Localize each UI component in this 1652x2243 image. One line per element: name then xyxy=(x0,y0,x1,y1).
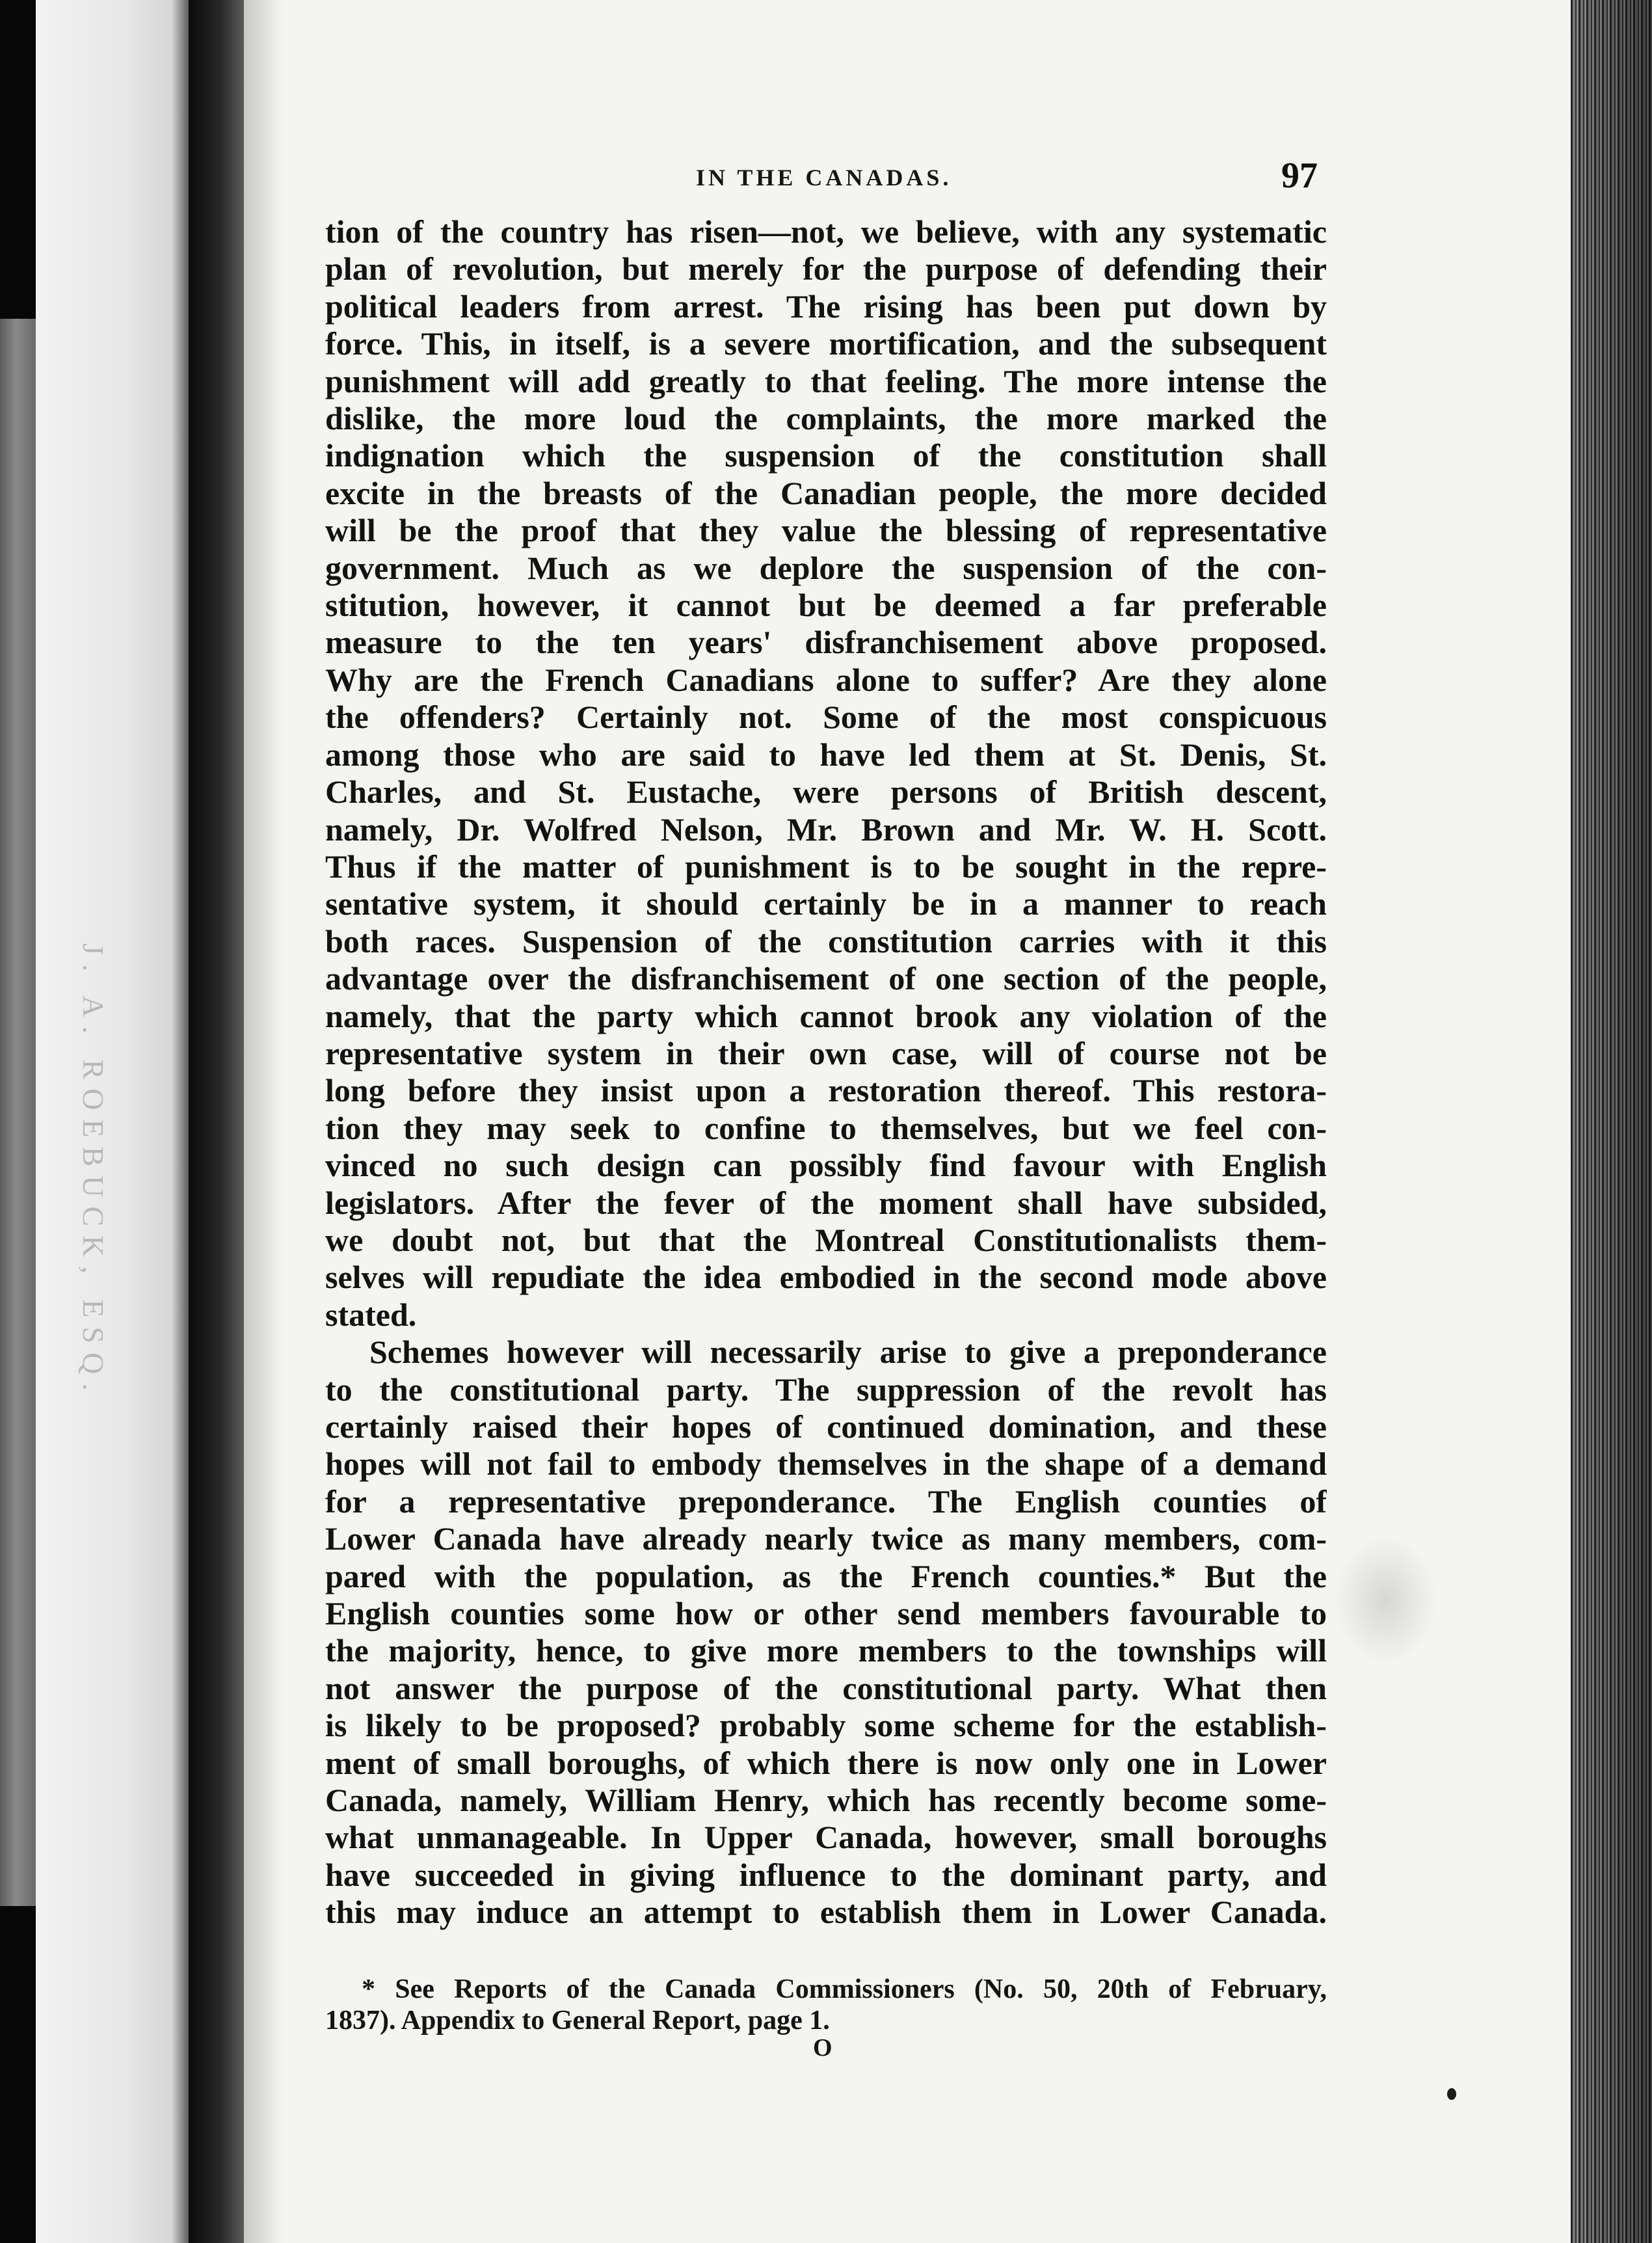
text-line: this may induce an attempt to establish them in Lower Canada. xyxy=(325,1894,1327,1931)
text-line: long before they insist upon a restoration thereof. This restora- xyxy=(325,1072,1327,1109)
text-line: ment of small boroughs, of which there is now only one in Lower xyxy=(325,1744,1327,1781)
text-line: tion they may seek to confine to themselves, but we feel con- xyxy=(325,1109,1327,1146)
text-line: will be the proof that they value the blessing of representative xyxy=(325,512,1327,549)
margin-stamp: J. A. ROEBUCK, ESQ. xyxy=(77,943,110,1400)
facing-page-strip xyxy=(0,319,36,1906)
text-line: namely, that the party which cannot brook any violation of the xyxy=(325,997,1327,1034)
text-line: sentative system, it should certainly be in a manner to reach xyxy=(325,885,1327,922)
text-line: dislike, the more loud the complaints, the more marked the xyxy=(325,400,1327,437)
text-line: political leaders from arrest. The rising has been put down by xyxy=(325,288,1327,325)
text-line: Charles, and St. Eustache, were persons of British descent, xyxy=(325,773,1327,811)
text-line: measure to the ten years' disfranchisement above proposed. xyxy=(325,624,1327,661)
text-line: representative system in their own case, will of course not be xyxy=(325,1034,1327,1071)
facing-page-edge xyxy=(36,0,189,2243)
text-line: excite in the breasts of the Canadian people, the more decided xyxy=(325,474,1327,511)
page-smudge xyxy=(1333,1535,1437,1665)
running-head: IN THE CANADAS. xyxy=(696,165,952,191)
body-text xyxy=(325,213,1327,1931)
text-line: for a representative preponderance. The English counties of xyxy=(325,1483,1327,1520)
text-line: certainly raised their hopes of continued domination, and these xyxy=(325,1408,1327,1445)
text-line: tion of the country has risen—not, we believe, with any systematic xyxy=(325,213,1327,250)
text-line: advantage over the disfranchisement of one section of the people, xyxy=(325,960,1327,997)
text-line: force. This, in itself, is a severe mortification, and the subsequent xyxy=(325,325,1327,362)
text-line: stitution, however, it cannot but be deemed a far preferable xyxy=(325,587,1327,624)
text-line: pared with the population, as the French counties.* But the xyxy=(325,1557,1327,1594)
text-line: stated. xyxy=(325,1296,417,1333)
text-line: English counties some how or other send members favourable to xyxy=(325,1595,1327,1632)
text-line: to the constitutional party. The suppression of the revolt has xyxy=(325,1371,1327,1408)
text-line: is likely to be proposed? probably some scheme for the establish- xyxy=(325,1707,1327,1744)
footnote-line: 1837). Appendix to General Report, page 1. xyxy=(325,2006,830,2035)
footnote-line: * See Reports of the Canada Commissioners (No. 50, 20th of February, xyxy=(362,1974,1327,2004)
text-line: Canada, namely, William Henry, which has recently become some- xyxy=(325,1782,1327,1819)
text-line: we doubt not, but that the Montreal Constitutionalists them- xyxy=(325,1221,1327,1258)
text-line: plan of revolution, but merely for the purpose of defending their xyxy=(325,250,1327,288)
ink-speck xyxy=(1447,2088,1456,2100)
text-line: the majority, hence, to give more members to the townships will xyxy=(325,1632,1327,1669)
text-line: indignation which the suspension of the constitution shall xyxy=(325,437,1327,474)
text-line: government. Much as we deplore the suspension of the con- xyxy=(325,549,1327,586)
text-line: hopes will not fail to embody themselves in the shape of a demand xyxy=(325,1445,1327,1483)
text-line: namely, Dr. Wolfred Nelson, Mr. Brown and Mr. W. H. Scott. xyxy=(325,811,1327,848)
text-line: vinced no such design can possibly find favour with English xyxy=(325,1147,1327,1184)
text-line: legislators. After the fever of the moment shall have subsided, xyxy=(325,1184,1327,1221)
signature-mark: O xyxy=(813,2034,833,2062)
text-line: Thus if the matter of punishment is to be sought in the repre- xyxy=(325,848,1327,885)
text-line: have succeeded in giving influence to the dominant party, and xyxy=(325,1856,1327,1893)
text-line: both races. Suspension of the constitution carries with it this xyxy=(325,922,1327,960)
text-line: Why are the French Canadians alone to suffer? Are they alone xyxy=(325,661,1327,698)
footnote xyxy=(325,1974,1327,2036)
text-line: Lower Canada have already nearly twice as many members, com- xyxy=(325,1520,1327,1557)
text-line: among those who are said to have led them at St. Denis, St. xyxy=(325,736,1327,773)
text-line: what unmanageable. In Upper Canada, however, small boroughs xyxy=(325,1819,1327,1856)
text-line: punishment will add greatly to that feeling. The more intense the xyxy=(325,362,1327,399)
text-line: the offenders? Certainly not. Some of the most conspicuous xyxy=(325,699,1327,736)
text-line: not answer the purpose of the constitutional party. What then xyxy=(325,1669,1327,1706)
spine-shadow xyxy=(189,0,244,2243)
text-line: selves will repudiate the idea embodied in the second mode above xyxy=(325,1259,1327,1296)
page-number: 97 xyxy=(1281,155,1318,196)
fore-edge-pages xyxy=(1571,0,1652,2243)
text-line: Schemes however will necessarily arise to give a preponderance xyxy=(369,1334,1327,1371)
